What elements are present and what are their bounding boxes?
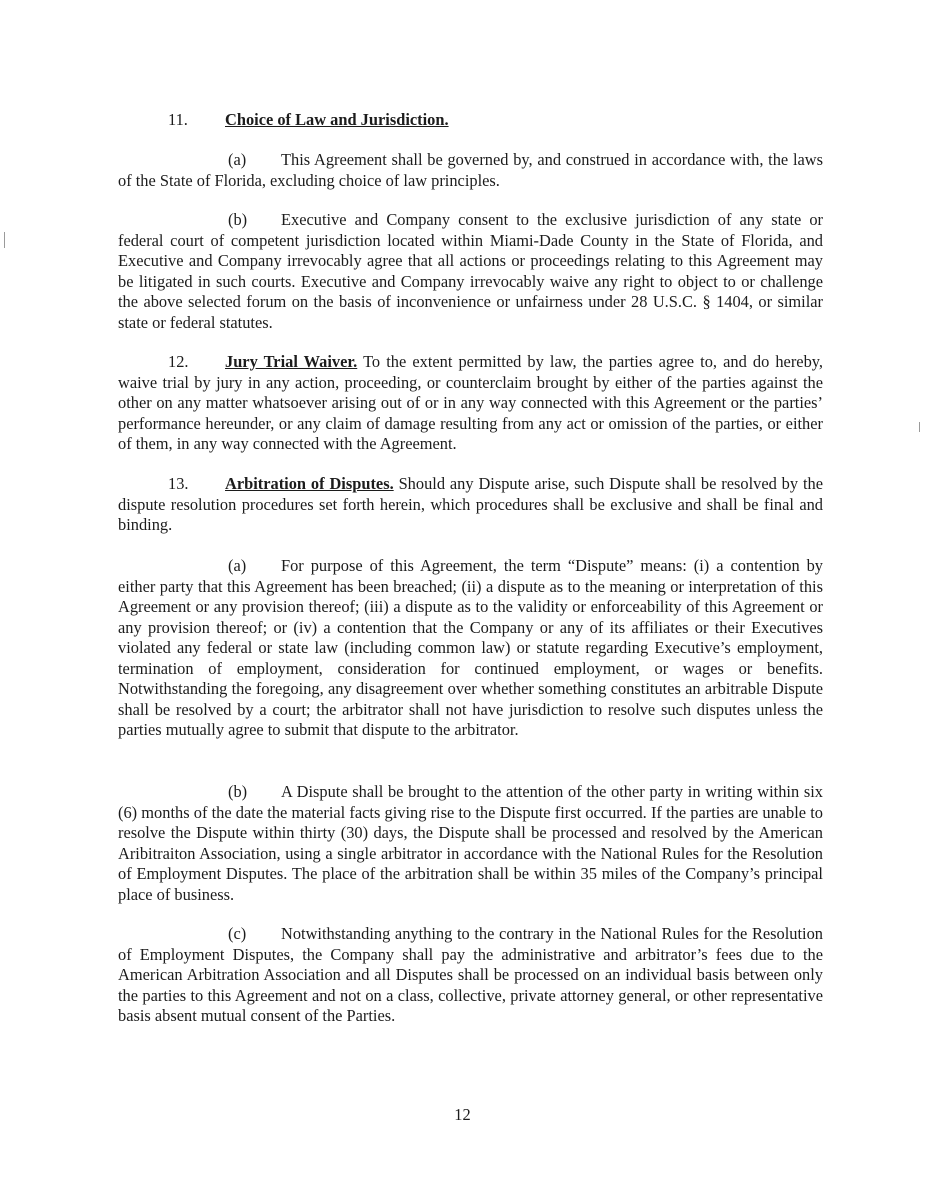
section-13b-text: A Dispute shall be brought to the attention of the other party in writing within six (6) months of the date the material facts giving rise to the Dispute first occurred. If the parties are unable to resolve the Dispute within thirty (30) days, the Dispute shall be processed and resolved by the American Aribitraiton Association, using a single arbitrator in accordance with the National Rules for the Resolution of Employment Disputes. The place of the arbitration shall be within 35 miles of the Company’s principal place of business.	[118, 782, 823, 904]
section-11b-text: Executive and Company consent to the exclusive jurisdiction of any state or federal court of competent jurisdiction located within Miami-Dade County in the State of Florida, and Executive and Company irrevocably agree that all actions or proceedings relating to this Agreement may be litigated in such courts. Executive and Company irrevocably waive any right to object to or challenge the above selected forum on the basis of inconvenience or unfairness under 28 U.S.C. § 1404, or similar state or federal statutes.	[118, 210, 823, 332]
section-13a-text: For purpose of this Agreement, the term “Dispute” means: (i) a contention by either party that this Agreement has been breached; (ii) a dispute as to the meaning or interpretation of this Agreement or any provision thereof; (iii) a dispute as to the validity or enforceability of this Agreement or any provision thereof; or (iv) a contention that the Company or any of its affiliates or their Executives violated any federal or state law (including common law) or statute regarding Executive’s employment, termination of employment, consideration for continued employment, or wages or benefits. Notwithstanding the foregoing, any disagreement over whether something constitutes an arbitrable Dispute shall be resolved by a court; the arbitrator shall not have jurisdiction to resolve such disputes unless the parties mutually agree to submit that dispute to the arbitrator.	[118, 556, 823, 739]
section-11b-paragraph	[118, 210, 823, 333]
scan-artifact-left	[4, 232, 5, 248]
section-13a-paragraph	[118, 556, 823, 741]
section-13-number: 13.	[168, 474, 189, 493]
section-12-paragraph	[118, 352, 823, 455]
section-13b-label: (b)	[228, 782, 248, 801]
section-13c-label: (c)	[228, 924, 247, 943]
section-11b-label: (b)	[228, 210, 248, 229]
section-11a-text: This Agreement shall be governed by, and construed in accordance with, the laws of the State of Florida, excluding choice of law principles.	[118, 150, 823, 190]
page-number: 12	[454, 1105, 471, 1124]
section-11-heading	[168, 110, 768, 131]
section-12-title: Jury Trial Waiver.	[225, 352, 358, 371]
section-11-title: Choice of Law and Jurisdiction.	[225, 110, 449, 129]
section-13-text: Should any Dispute arise, such Dispute shall be resolved by the dispute resolution procedures set forth herein, which procedures shall be exclusive and shall be final and binding.	[118, 474, 823, 534]
section-11a-label: (a)	[228, 150, 247, 169]
section-11a-paragraph	[118, 150, 823, 191]
section-12-number: 12.	[168, 352, 189, 371]
section-13-paragraph	[118, 474, 823, 536]
section-13c-text: Notwithstanding anything to the contrary in the National Rules for the Resolution of Employment Disputes, the Company shall pay the administrative and arbitrator’s fees due to the American Arbitration Association and all Disputes shall be processed on an individual basis between only the parties to this Agreement and not on a class, collective, private attorney general, or other representative basis absent mutual consent of the Parties.	[118, 924, 823, 1025]
section-12-text: To the extent permitted by law, the parties agree to, and do hereby, waive trial by jury in any action, proceeding, or counterclaim brought by either of the parties against the other on any matter whatsoever arising out of or in any way connected with this Agreement or the parties’ performance hereunder, or any claim of damage resulting from any act or omission of the parties, or either of them, in any way connected with the Agreement.	[118, 352, 823, 453]
section-13-title: Arbitration of Disputes.	[225, 474, 394, 493]
section-13a-label: (a)	[228, 556, 247, 575]
section-13c-paragraph	[118, 924, 823, 1027]
scan-artifact-right	[919, 422, 920, 432]
section-11-number: 11.	[168, 110, 188, 129]
section-13b-paragraph	[118, 782, 823, 905]
